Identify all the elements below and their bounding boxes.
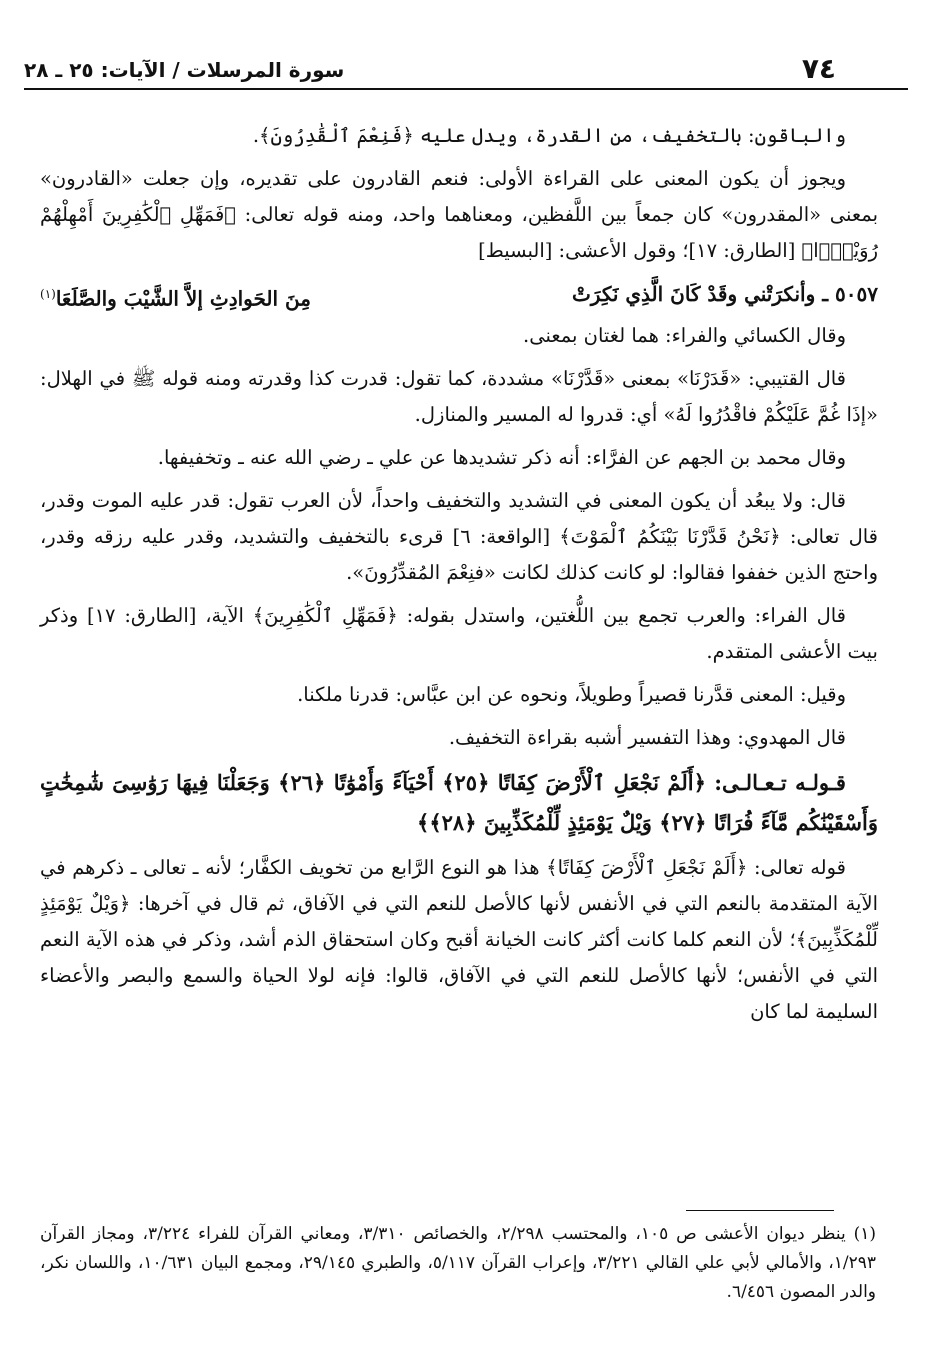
- main-text: [40, 118, 878, 1037]
- paragraph: وقال محمد بن الجهم عن الفرَّاء: أنه ذكر تشديدها عن علي ـ رضي الله عنه ـ وتخفيفها.: [157, 446, 846, 469]
- paragraph: قوله تعالى: ﴿أَلَمْ نَجْعَلِ ٱلْأَرْضَ كِفَاتًا﴾ هذا هو النوع الرَّابع من تخويف الكفَّار؛ لأنه ـ تعالى ـ ذكرهم في الآية المتقدمة بالنعم التي في الأنفس لأنها كالأصل للنعم التي في الآفاق، ثم قال في آخرها: ﴿وَيْلٌ يَوْمَئِذٍ لِّلْمُكَذِّبِينَ﴾؛ لأن النعم كلما كانت أكثر كانت الخيانة أقبح وكان استحقاق الذم أشد، وذكر في هذه الآية النعم التي في الأنفس؛ لأنها كالأصل للنعم التي في الآفاق، قالوا: فإنه لولا الحياة والسمع والبصر والأعضاء السليمة لما كان: [40, 856, 878, 1023]
- paragraph: والباقون: بالتخفيف، من القدرة، ويدل عليه ﴿فَنِعْمَ ٱلْقَٰدِرُونَ﴾.: [252, 124, 846, 147]
- footnote-1: (١) ينظر ديوان الأعشى ص ١٠٥، والمحتسب ٢/٢٩٨، والخصائص ٣/٣١٠، ومعاني القرآن للفراء ٣/٢٢٤، ومجاز القرآن ١/٢٩٣، والأمالي لأبي علي القالي ٣/٢٢١، وإعراب القرآن ٥/١١٧، والطبري ٢٩/١٤٥، ومجمع البيان ١٠/٦٣١، واللسان نكر، والدر المصون ٦/٤٥٦.: [40, 1224, 876, 1302]
- paragraph: قال: ولا يبعُد أن يكون المعنى في التشديد والتخفيف واحداً، لأن العرب تقول: قدر عليه الموت وقدر، قال تعالى: ﴿نَحْنُ قَدَّرْنَا بَيْنَكُمُ ٱلْمَوْتَ﴾ [الواقعة: ٦] قرىء بالتخفيف والتشديد، وقدر عليه رزقه وقدر، واحتج الذين خففوا فقالوا: لو كانت كذلك لكانت «فنِعْمَ المُقدِّرُونَ».: [40, 489, 878, 584]
- quran-lead: قـولـه تـعـالـى:: [714, 770, 846, 795]
- paragraph: قال المهدوي: وهذا التفسير أشبه بقراءة التخفيف.: [448, 726, 846, 749]
- page-number: ٧٤: [801, 52, 836, 85]
- verse-second-hemistich: [40, 276, 311, 317]
- verse-text-first: وأنكرَتْني وقَدْ كَانَ الَّذِي نَكِرَتْ: [571, 282, 816, 306]
- verse-first-hemistich: [572, 276, 878, 312]
- poetry-verse: [40, 276, 878, 316]
- page-header: [24, 52, 908, 92]
- header-rule: [24, 88, 908, 90]
- quran-passage: [40, 763, 878, 843]
- verse-number: ٥٠٥٧ ـ: [822, 282, 878, 306]
- paragraph: قال القتيبي: «قَدَرْنَا» بمعنى «قَدَّرْنَا» مشددة، كما تقول: قدرت كذا وقدرته ومنه قوله ﷺ في الهلال: «إذَا غُمَّ عَلَيْكُمْ فاقْدُرُوا لَهُ» أي: قدروا له المسير والمنازل.: [40, 367, 878, 426]
- verse-text-second: مِنَ الحَوادِثِ إلاَّ الشَّيْبَ والصَّلَعَا: [55, 286, 311, 311]
- footnote-rule: [686, 1210, 834, 1211]
- footnotes: [40, 1220, 876, 1307]
- paragraph: وقال الكسائي والفراء: هما لغتان بمعنى.: [523, 324, 846, 347]
- quran-text: ﴿أَلَمْ نَجْعَلِ ٱلْأَرْضَ كِفَاتًا ﴿٢٥﴾ أَحْيَآءً وَأَمْوَٰتًا ﴿٢٦﴾ وَجَعَلْنَا فِيهَا رَوَٰسِىَ شَٰمِخَٰتٍ وَأَسْقَيْنَٰكُم مَّآءً فُرَاتًا ﴿٢٧﴾ وَيْلٌ يَوْمَئِذٍ لِّلْمُكَذِّبِينَ ﴿٢٨﴾﴾: [40, 770, 878, 835]
- paragraph: وقيل: المعنى قدَّرنا قصيراً وطويلاً، ونحوه عن ابن عبَّاس: قدرنا ملكنا.: [297, 683, 846, 706]
- paragraph: ويجوز أن يكون المعنى على القراءة الأولى: فنعم القادرون على تقديره، وإن جعلت «القادرون» بمعنى «المقدرون» كان جمعاً بين اللَّفظين، ومعناهما واحد، ومنه قوله تعالى: ﴿فَمَهِّلِ ٱلْكَٰفِرِينَ أَمْهِلْهُمْ رُوَيْدًۢا﴾ [الطارق: ١٧]؛ وقول الأعشى: [البسيط]: [40, 167, 878, 262]
- running-title: سورة المرسلات / الآيات: ٢٥ ـ ٢٨: [24, 58, 345, 82]
- paragraph: قال الفراء: والعرب تجمع بين اللُّغتين، واستدل بقوله: ﴿فَمَهِّلِ ٱلْكَٰفِرِينَ﴾ الآية، [الطارق: ١٧] وذكر بيت الأعشى المتقدم.: [40, 604, 878, 663]
- footnote-marker: (١): [40, 287, 56, 301]
